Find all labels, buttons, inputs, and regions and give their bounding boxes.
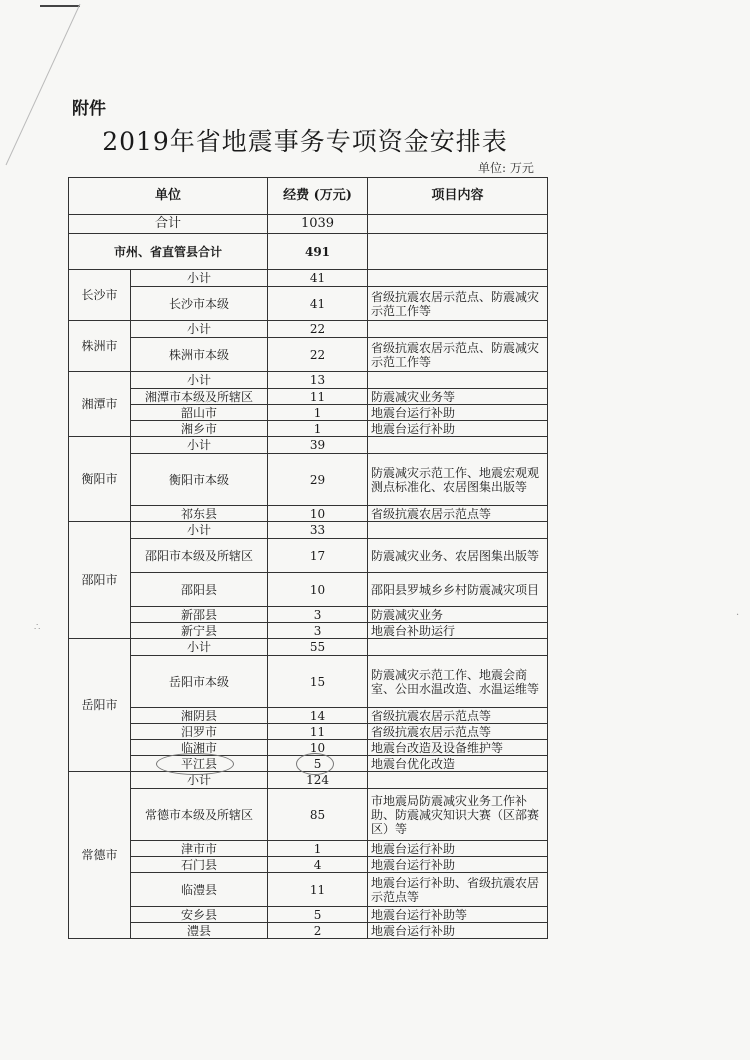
amount: 1 — [268, 841, 368, 857]
column-header-unit: 单位 — [69, 178, 268, 215]
city-name: 株洲市 — [69, 321, 131, 372]
unit-label: 单位: 万元 — [478, 161, 534, 175]
project-content: 省级抗震农居示范点等 — [368, 724, 548, 740]
project-content: 市地震局防震减灾业务工作补助、防震减灾知识大赛（区部赛区）等 — [368, 789, 548, 841]
city-name: 衡阳市 — [69, 437, 131, 522]
amount: 11 — [268, 724, 368, 740]
table-row — [69, 454, 548, 506]
amount: 15 — [268, 656, 368, 708]
subtotal-label: 小计 — [131, 437, 268, 454]
city-name: 邵阳市 — [69, 522, 131, 639]
subtotal-amount: 124 — [268, 772, 368, 789]
table-row — [69, 287, 548, 321]
unit-name: 汨罗市 — [131, 724, 268, 740]
project-content: 省级抗震农居示范点、防震减灾示范工作等 — [368, 338, 548, 372]
table-row — [69, 724, 548, 740]
amount: 11 — [268, 873, 368, 907]
unit-name: 安乡县 — [131, 907, 268, 923]
table-row — [69, 756, 548, 772]
table-row — [69, 907, 548, 923]
project-content: 地震台运行补助 — [368, 405, 548, 421]
unit-name: 邵阳市本级及所辖区 — [131, 539, 268, 573]
project-content: 地震台改造及设备维护等 — [368, 740, 548, 756]
city-subtotal-row — [69, 372, 548, 389]
table-row — [69, 857, 548, 873]
scan-speck: · — [736, 610, 740, 621]
subtotal-content — [368, 321, 548, 338]
unit-name: 岳阳市本级 — [131, 656, 268, 708]
table-row — [69, 789, 548, 841]
subtotal-amount: 33 — [268, 522, 368, 539]
project-content: 省级抗震农居示范点等 — [368, 506, 548, 522]
subtotal-amount: 41 — [268, 270, 368, 287]
amount: 11 — [268, 389, 368, 405]
table-row — [69, 623, 548, 639]
unit-name: 临湘市 — [131, 740, 268, 756]
city-name: 岳阳市 — [69, 639, 131, 772]
amount: 5 — [268, 756, 368, 772]
city-subtotal-row — [69, 522, 548, 539]
subtotal-label: 小计 — [131, 270, 268, 287]
subtotal-content — [368, 522, 548, 539]
budget-table — [68, 177, 548, 939]
subtotal-content — [368, 270, 548, 287]
city-subtotal-row — [69, 437, 548, 454]
subtotal-amount: 55 — [268, 639, 368, 656]
unit-name: 邵阳县 — [131, 573, 268, 607]
amount: 10 — [268, 506, 368, 522]
amount: 3 — [268, 623, 368, 639]
subtotal-content — [368, 437, 548, 454]
attachment-label: 附件 — [72, 99, 106, 119]
city-total-content — [368, 234, 548, 270]
unit-name: 平江县 — [131, 756, 268, 772]
project-content: 地震台优化改造 — [368, 756, 548, 772]
unit-name: 澧县 — [131, 923, 268, 939]
page-title: 2019年省地震事务专项资金安排表 — [102, 127, 508, 156]
table-row — [69, 506, 548, 522]
amount: 22 — [268, 338, 368, 372]
project-content: 防震减灾示范工作、地震会商室、公田水温改造、水温运维等 — [368, 656, 548, 708]
unit-name: 株洲市本级 — [131, 338, 268, 372]
table-row — [69, 389, 548, 405]
subtotal-content — [368, 772, 548, 789]
city-name: 常德市 — [69, 772, 131, 939]
subtotal-label: 小计 — [131, 372, 268, 389]
amount: 3 — [268, 607, 368, 623]
unit-name: 临澧县 — [131, 873, 268, 907]
amount: 1 — [268, 421, 368, 437]
table-row — [69, 539, 548, 573]
subtotal-label: 小计 — [131, 772, 268, 789]
column-header-content: 项目内容 — [368, 178, 548, 215]
subtotal-label: 小计 — [131, 522, 268, 539]
subtotal-amount: 22 — [268, 321, 368, 338]
amount: 10 — [268, 573, 368, 607]
unit-name: 长沙市本级 — [131, 287, 268, 321]
city-subtotal-row — [69, 321, 548, 338]
table-row — [69, 405, 548, 421]
amount: 10 — [268, 740, 368, 756]
project-content: 防震减灾业务、农居图集出版等 — [368, 539, 548, 573]
unit-name: 湘潭市本级及所辖区 — [131, 389, 268, 405]
unit-name: 新邵县 — [131, 607, 268, 623]
table-row — [69, 873, 548, 907]
city-subtotal-row — [69, 270, 548, 287]
amount: 5 — [268, 907, 368, 923]
amount: 2 — [268, 923, 368, 939]
grand-total-amount: 1039 — [268, 215, 368, 234]
subtotal-content — [368, 372, 548, 389]
table-row — [69, 740, 548, 756]
city-name: 湘潭市 — [69, 372, 131, 437]
grand-total-content — [368, 215, 548, 234]
project-content: 地震台运行补助 — [368, 857, 548, 873]
table-row — [69, 923, 548, 939]
grand-total-label: 合计 — [69, 215, 268, 234]
project-content: 省级抗震农居示范点、防震减灾示范工作等 — [368, 287, 548, 321]
amount: 1 — [268, 405, 368, 421]
scan-speck: ∴ — [34, 622, 41, 633]
amount: 41 — [268, 287, 368, 321]
table-row — [69, 607, 548, 623]
table-row — [69, 708, 548, 724]
project-content: 地震台运行补助等 — [368, 907, 548, 923]
table-row — [69, 338, 548, 372]
unit-name: 衡阳市本级 — [131, 454, 268, 506]
project-content: 地震台补助运行 — [368, 623, 548, 639]
subtotal-amount: 39 — [268, 437, 368, 454]
unit-name: 祁东县 — [131, 506, 268, 522]
city-subtotal-row — [69, 772, 548, 789]
city-total-label: 市州、省直管县合计 — [69, 234, 268, 270]
amount: 4 — [268, 857, 368, 873]
unit-name: 石门县 — [131, 857, 268, 873]
subtotal-content — [368, 639, 548, 656]
city-name: 长沙市 — [69, 270, 131, 321]
subtotal-label: 小计 — [131, 639, 268, 656]
unit-name: 湘乡市 — [131, 421, 268, 437]
unit-name: 常德市本级及所辖区 — [131, 789, 268, 841]
subtotal-amount: 13 — [268, 372, 368, 389]
project-content: 地震台运行补助 — [368, 421, 548, 437]
city-total-amount: 491 — [268, 234, 368, 270]
project-content: 地震台运行补助、省级抗震农居示范点等 — [368, 873, 548, 907]
project-content: 地震台运行补助 — [368, 923, 548, 939]
amount: 14 — [268, 708, 368, 724]
project-content: 防震减灾示范工作、地震宏观观测点标准化、农居图集出版等 — [368, 454, 548, 506]
project-content: 防震减灾业务 — [368, 607, 548, 623]
city-subtotal-row — [69, 639, 548, 656]
unit-name: 湘阴县 — [131, 708, 268, 724]
subtotal-label: 小计 — [131, 321, 268, 338]
table-row — [69, 421, 548, 437]
table-row — [69, 841, 548, 857]
project-content: 地震台运行补助 — [368, 841, 548, 857]
amount: 29 — [268, 454, 368, 506]
amount: 85 — [268, 789, 368, 841]
unit-name: 韶山市 — [131, 405, 268, 421]
table-row — [69, 656, 548, 708]
project-content: 省级抗震农居示范点等 — [368, 708, 548, 724]
city-total-row — [69, 234, 548, 270]
project-content: 防震减灾业务等 — [368, 389, 548, 405]
unit-name: 新宁县 — [131, 623, 268, 639]
table-row — [69, 573, 548, 607]
column-header-amount: 经费 (万元) — [268, 178, 368, 215]
amount: 17 — [268, 539, 368, 573]
project-content: 邵阳县罗城乡乡村防震减灾项目 — [368, 573, 548, 607]
unit-name: 津市市 — [131, 841, 268, 857]
grand-total-row — [69, 215, 548, 234]
header-row — [69, 178, 548, 215]
